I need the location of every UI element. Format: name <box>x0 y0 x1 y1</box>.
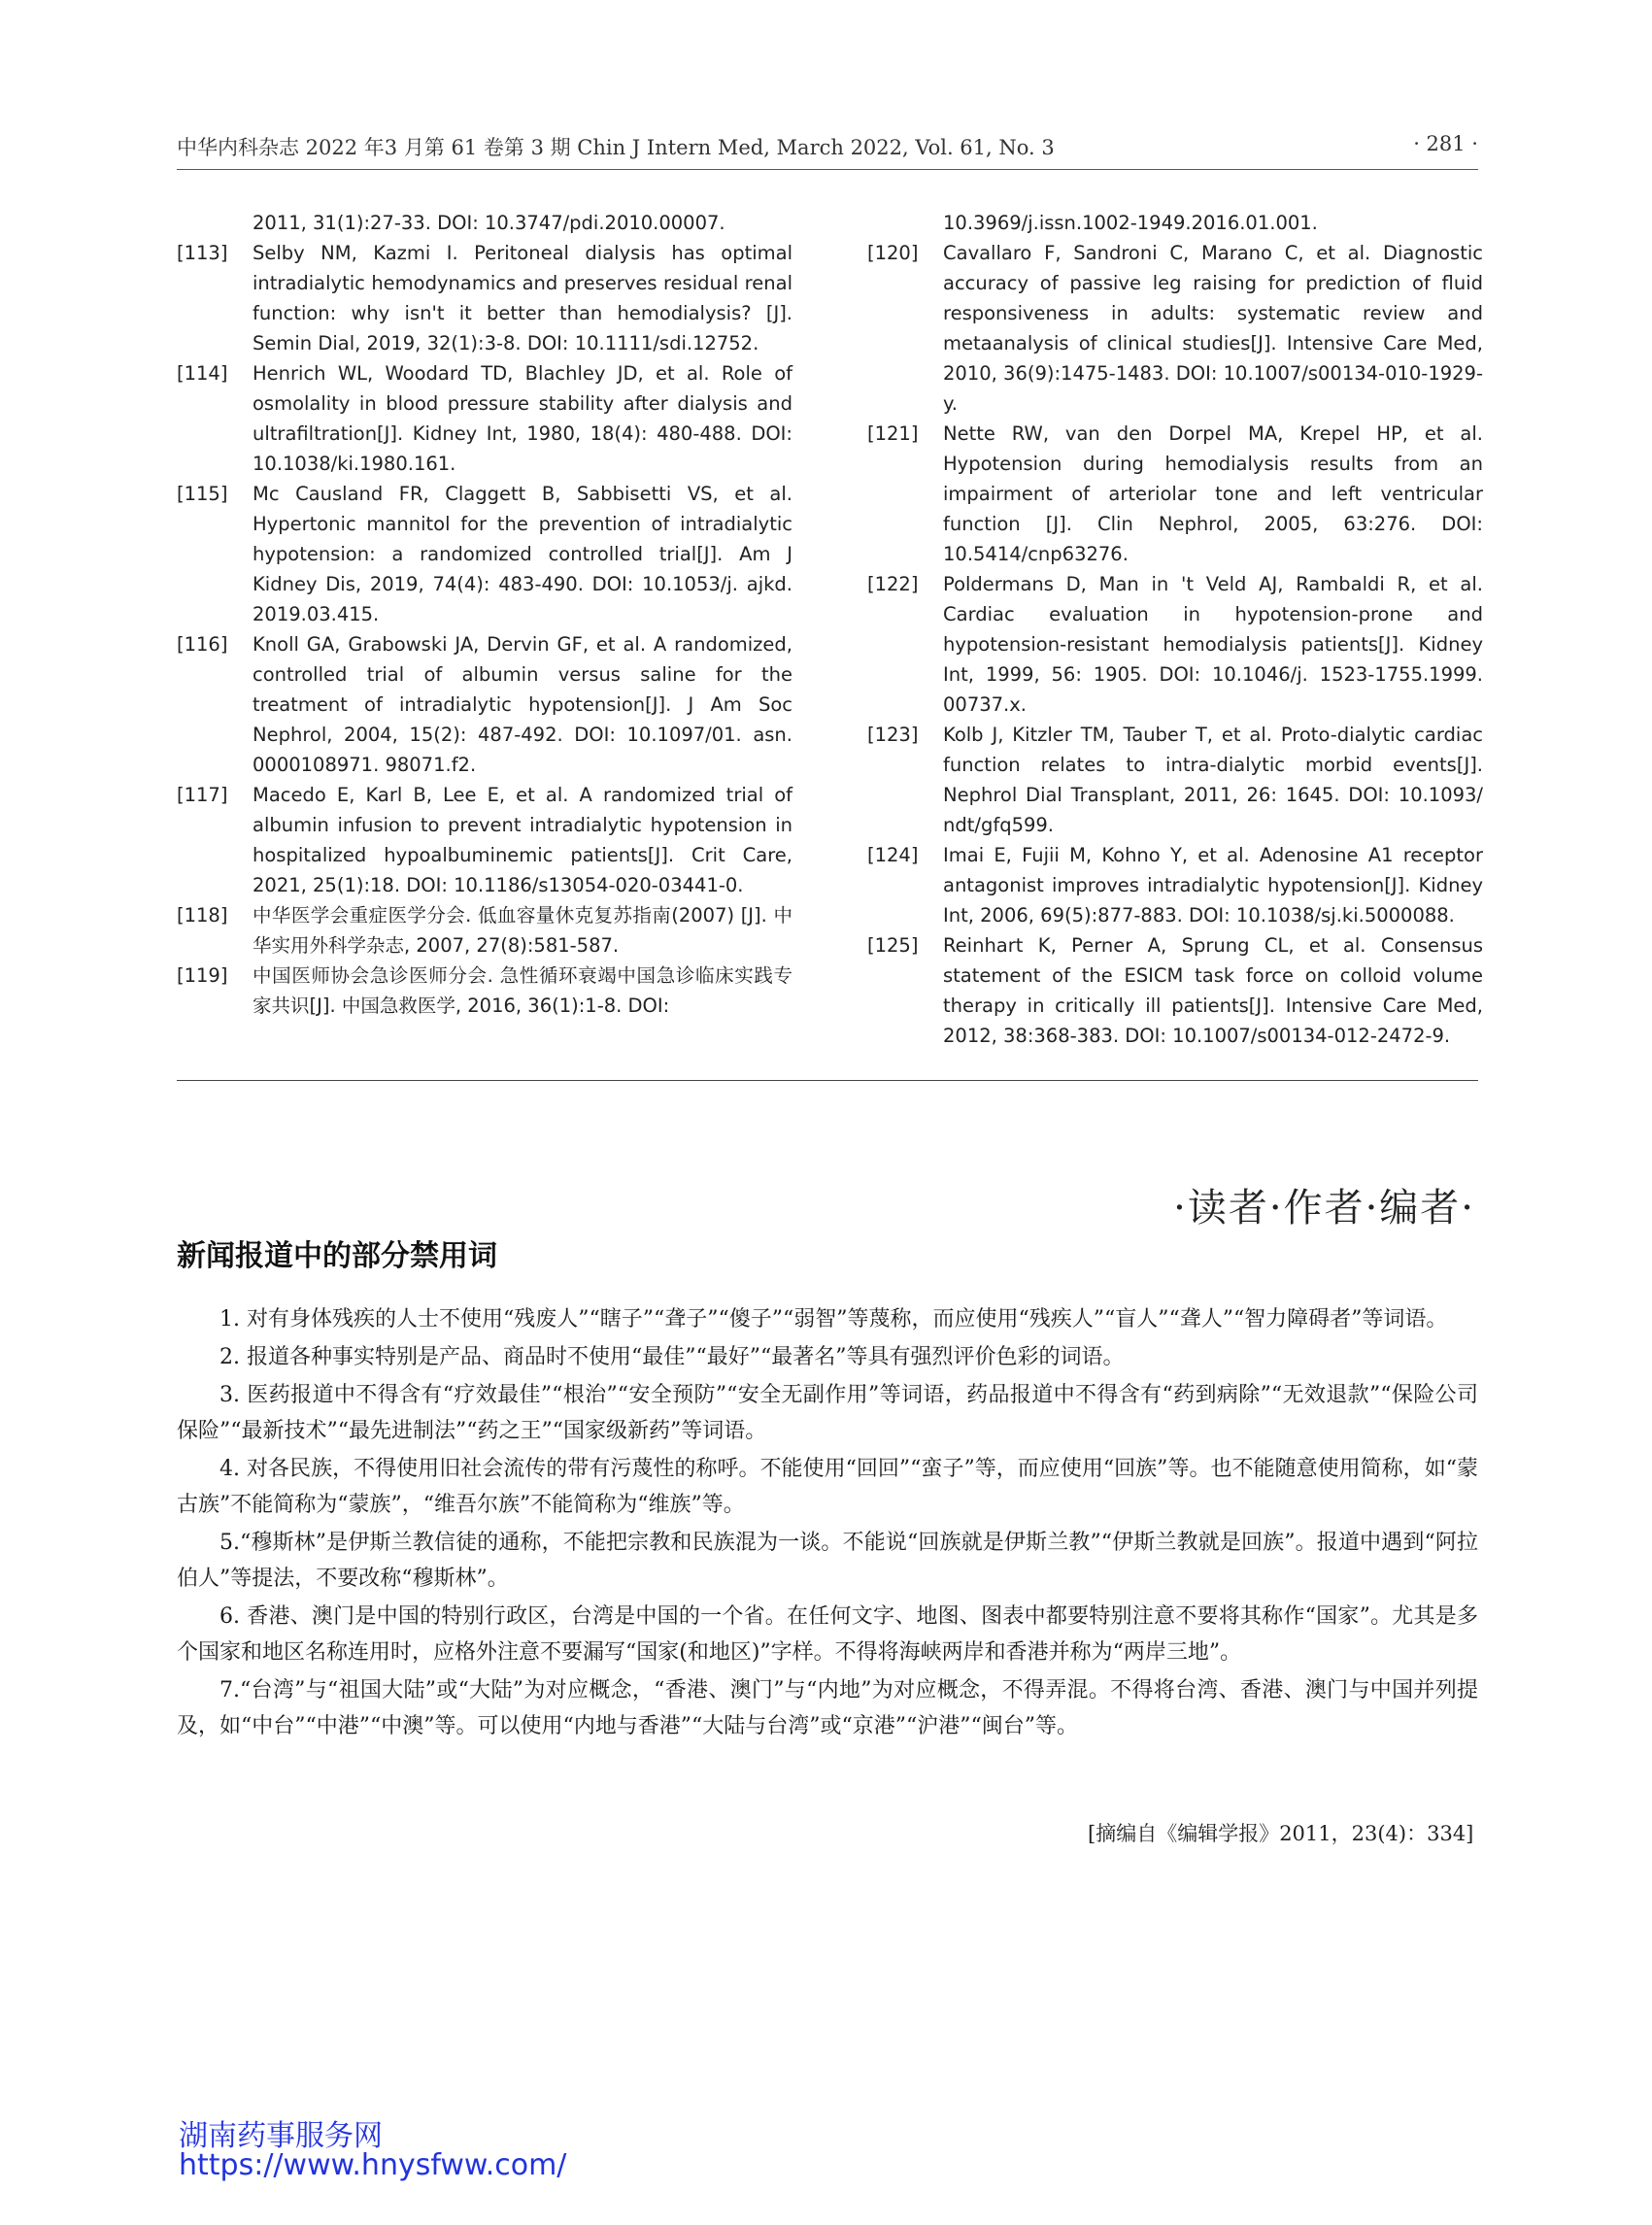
body-paragraph: 1. 对有身体残疾的人士不使用“残废人”“瞎子”“聋子”“傻子”“弱智”等蔑称，而应使用“残疾人”“盲人”“聋人”“智力障碍者”等词语。 <box>219 1307 1448 1332</box>
article-title: 新闻报道中的部分禁用词 <box>177 1239 497 1273</box>
section-divider <box>177 1080 1478 1081</box>
reference-item: [122] Poldermans D, Man in 't Veld AJ, Rambaldi R, et al. Cardiac evaluation in hypotension-prone and hypotension-resistant hemodialysis patients[J]. Kidney Int, 1999, 56: 1905. DOI: 10.1046/j. 1523-1755.1999. 00737.x. <box>867 573 1483 716</box>
body-paragraph: 3. 医药报道中不得含有“疗效最佳”“根治”“安全预防”“安全无副作用”等词语，药品报道中不得含有“药到病除”“无效退款”“保险公司保险”“最新技术”“最先进制法”“药之王”“国家级新药”等词语。 <box>177 1383 1478 1443</box>
reference-item: [116] Knoll GA, Grabowski JA, Dervin GF, et al. A randomized, controlled trial of albumin versus saline for the treatment of intradialytic hypotension[J]. J Am Soc Nephrol, 2004, 15(2): 487-492. DOI: 10.1097/01. asn. 0000108971. 98071.f2. <box>177 633 792 776</box>
column-title: ·读者·作者·编者· <box>1173 1186 1475 1230</box>
reference-item: [114] Henrich WL, Woodard TD, Blachley JD, et al. Role of osmolality in blood pressure stability after dialysis and ultrafiltration[J]. Kidney Int, 1980, 18(4): 480-488. DOI: 10.1038/ki.1980.161. <box>177 362 792 475</box>
reference-item: 2011, 31(1):27-33. DOI: 10.3747/pdi.2010.00007. <box>253 212 725 234</box>
body-paragraph: 5.“穆斯林”是伊斯兰教信徒的通称，不能把宗教和民族混为一谈。不能说“回族就是伊斯兰教”“伊斯兰教就是回族”。报道中遇到“阿拉伯人”等提法，不要改称“穆斯林”。 <box>177 1531 1478 1591</box>
watermark-site-name: 湖南药事服务网 <box>179 2119 383 2153</box>
source-citation: [摘编自《编辑学报》2011，23(4)：334] <box>1088 1822 1474 1845</box>
reference-item: [120] Cavallaro F, Sandroni C, Marano C, et al. Diagnostic accuracy of passive leg raising for prediction of fluid responsiveness in adults: systematic review and metaanalysis of clinical studies[J]. Intensive Care Med, 2010, 36(9):1475-1483. DOI: 10.1007/s00134-010-1929-y. <box>867 242 1483 415</box>
body-paragraph: 2. 报道各种事实特别是产品、商品时不使用“最佳”“最好”“最著名”等具有强烈评价色彩的词语。 <box>219 1345 1125 1369</box>
body-paragraph: 6. 香港、澳门是中国的特别行政区，台湾是中国的一个省。在任何文字、地图、图表中都要特别注意不要将其称作“国家”。尤其是多个国家和地区名称连用时，应格外注意不要漏写“国家(和地区)”字样。不得将海峡两岸和香港并称为“两岸三地”。 <box>177 1604 1478 1665</box>
running-title: 中华内科杂志 2022 年3 月第 61 卷第 3 期 Chin J Intern Med, March 2022, Vol. 61, No. 3 <box>177 136 1055 159</box>
reference-item: [117] Macedo E, Karl B, Lee E, et al. A randomized trial of albumin infusion to prevent intradialytic hypotension in hospitalized hypoalbuminemic patients[J]. Crit Care, 2021, 25(1):18. DOI: 10.1186/s13054-020-03441-0. <box>177 784 792 896</box>
reference-item: [115] Mc Causland FR, Claggett B, Sabbisetti VS, et al. Hypertonic mannitol for the prevention of intradialytic hypotension: a randomized controlled trial[J]. Am J Kidney Dis, 2019, 74(4): 483-490. DOI: 10.1053/j. ajkd. 2019.03.415. <box>177 483 792 625</box>
reference-item: [123] Kolb J, Kitzler TM, Tauber T, et al. Proto-dialytic cardiac function relates to intra-dialytic morbid events[J]. Nephrol Dial Transplant, 2011, 26: 1645. DOI: 10.1093/ ndt/gfq599. <box>867 724 1483 836</box>
article-body <box>177 1301 1478 1746</box>
reference-list-right <box>867 208 1483 1051</box>
reference-list-left <box>177 208 792 1021</box>
body-paragraph: 4. 对各民族，不得使用旧社会流传的带有污蔑性的称呼。不能使用“回回”“蛮子”等，而应使用“回族”等。也不能随意使用简称，如“蒙古族”不能简称为“蒙族”，“维吾尔族”不能简称为“维族”等。 <box>177 1457 1478 1517</box>
body-paragraph: 7.“台湾”与“祖国大陆”或“大陆”为对应概念，“香港、澳门”与“内地”为对应概念，不得弄混。不得将台湾、香港、澳门与中国并列提及，如“中台”“中港”“中澳”等。可以使用“内地与香港”“大陆与台湾”或“京港”“沪港”“闽台”等。 <box>177 1678 1478 1738</box>
reference-item: [118] 中华医学会重症医学分会. 低血容量休克复苏指南(2007) [J]. 中华实用外科学杂志, 2007, 27(8):581-587. <box>177 904 792 957</box>
reference-item: [113] Selby NM, Kazmi I. Peritoneal dialysis has optimal intradialytic hemodynamics and preserves residual renal function: why isn't it better than hemodialysis? [J]. Semin Dial, 2019, 32(1):3-8. DOI: 10.1111/sdi.12752. <box>177 242 792 354</box>
reference-item: [125] Reinhart K, Perner A, Sprung CL, et al. Consensus statement of the ESICM task force on colloid volume therapy in critically ill patients[J]. Intensive Care Med, 2012, 38:368-383. DOI: 10.1007/s00134-012-2472-9. <box>867 934 1483 1047</box>
watermark-url[interactable]: https://www.hnysfww.com/ <box>179 2148 567 2182</box>
reference-item: 10.3969/j.issn.1002-1949.2016.01.001. <box>943 212 1318 234</box>
header-rule <box>177 169 1478 170</box>
reference-item: [124] Imai E, Fujii M, Kohno Y, et al. Adenosine A1 receptor antagonist improves intradialytic hypotension[J]. Kidney Int, 2006, 69(5):877-883. DOI: 10.1038/sj.ki.5000088. <box>867 844 1483 927</box>
page-number: · 281 · <box>1413 132 1478 155</box>
reference-item: [119] 中国医师协会急诊医师分会. 急性循环衰竭中国急诊临床实践专家共识[J]. 中国急救医学, 2016, 36(1):1-8. DOI: <box>177 964 792 1017</box>
page-header <box>177 132 1478 163</box>
reference-item: [121] Nette RW, van den Dorpel MA, Krepel HP, et al. Hypotension during hemodialysis results from an impairment of arteriolar tone and left ventricular function [J]. Clin Nephrol, 2005, 63:276. DOI: 10.5414/cnp63276. <box>867 422 1483 565</box>
